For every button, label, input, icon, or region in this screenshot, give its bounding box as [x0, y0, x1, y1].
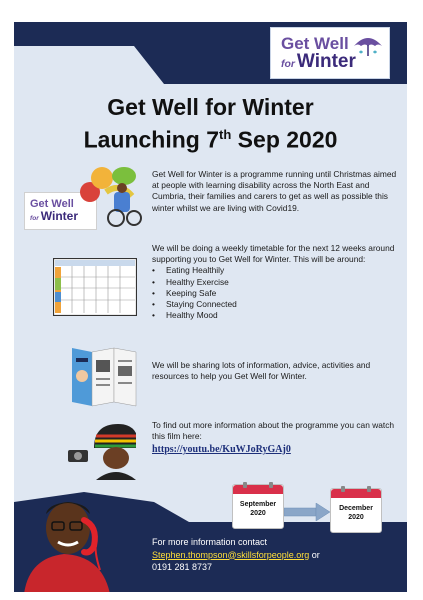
logo-small-text-line1: Get Well [30, 198, 74, 211]
calendar-ring [367, 486, 371, 492]
calendar-september [232, 484, 284, 529]
calendar-month-label: September [239, 501, 277, 508]
topic-item: • Healthy Mood [152, 310, 398, 321]
logo-text-line2: Winter [296, 51, 356, 72]
topic-item: • Staying Connected [152, 299, 398, 310]
title-line2-sup: th [219, 127, 232, 142]
logo-for: for [281, 59, 295, 70]
calendar-header [331, 489, 381, 498]
footer-line2 [152, 549, 402, 562]
calendar-year-label: 2020 [250, 510, 266, 517]
film-intro-text: To find out more information about the programme you can watch this film here: [152, 420, 395, 442]
topic-item: • Eating Healthily [152, 265, 398, 276]
calendar-month [331, 504, 381, 522]
film-link[interactable]: https://youtu.be/KuWJoRyGAj0 [152, 444, 291, 455]
healthy-food-illustration [76, 162, 148, 228]
person-on-phone-illustration [14, 484, 126, 592]
footer-phone: 0191 281 8737 [152, 562, 213, 572]
title-line2 [14, 121, 407, 154]
footer-or: or [309, 549, 320, 560]
calendar-header [233, 485, 283, 494]
calendar-month-label: December [339, 505, 373, 512]
calendar-ring [243, 482, 247, 488]
calendar-month [233, 500, 283, 518]
person-with-camera-illustration [66, 422, 136, 480]
timetable-illustration [53, 258, 137, 316]
logo-small-text-line2: Winter [40, 209, 79, 224]
calendar-december [330, 488, 382, 533]
footer-contact [152, 536, 402, 574]
timetable-intro: We will be doing a weekly timetable for the next 12 weeks around supporting you to Get Well for Winter. This will be around: [152, 243, 395, 265]
calendar-ring [269, 482, 273, 488]
intro-text: Get Well for Winter is a programme running until Christmas aimed at people with learning disability across the North East and Cumbria, their families and carers to get as well as possible this winter whilst we are living with Covid19. [152, 169, 397, 213]
contact-email-link[interactable]: Stephen.thompson@skillsforpeople.org [152, 549, 310, 560]
logo-small-for: for [30, 215, 39, 223]
title-line1: Get Well for Winter [107, 94, 314, 120]
calendar-year-label: 2020 [348, 514, 364, 521]
logo-text-line1: Get Well [281, 34, 349, 53]
title-line2-prefix: Launching 7 [83, 126, 220, 153]
calendar-ring [341, 486, 345, 492]
poster [14, 22, 407, 592]
footer-line1: For more information contact [152, 537, 268, 547]
umbrella-icon [351, 32, 385, 60]
leaflet-illustration [70, 344, 138, 408]
topic-list [152, 265, 398, 321]
logo-top-right [270, 27, 390, 79]
timetable-text [152, 243, 398, 321]
sharing-text: We will be sharing lots of information, advice, activities and resources to help you Get Well for Winter. [152, 360, 371, 382]
topic-item: • Keeping Safe [152, 288, 398, 299]
arrow-icon [284, 503, 330, 521]
title-line2-suffix: Sep 2020 [231, 126, 338, 153]
topic-item: • Healthy Exercise [152, 277, 398, 288]
